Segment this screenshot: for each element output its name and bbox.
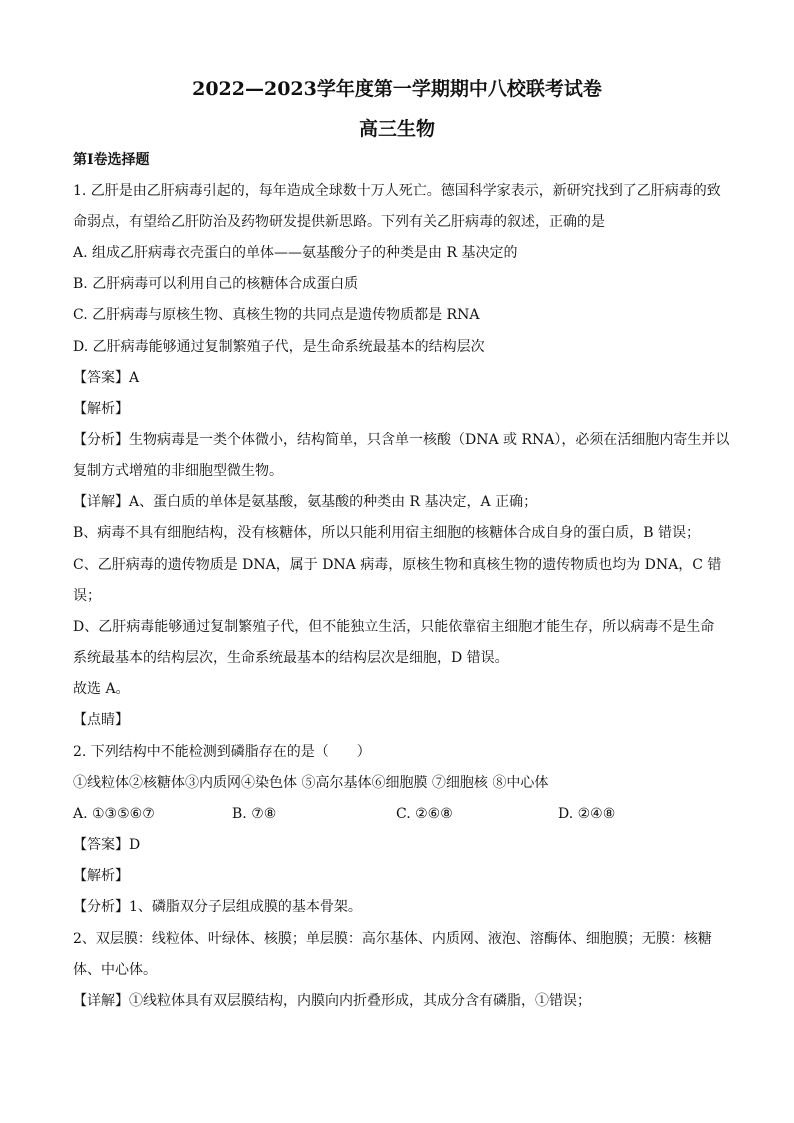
q2-fenxi-1: 【分析】1、磷脂双分子层组成膜的基本骨架。 xyxy=(73,899,362,915)
q1-conclusion: 故选 A。 xyxy=(73,681,130,697)
q1-option-a: A. 组成乙肝病毒衣壳蛋白的单体——氨基酸分子的种类是由 R 基决定的 xyxy=(73,245,518,261)
q1-detail-b: B、病毒不具有细胞结构，没有核糖体，所以只能利用宿主细胞的核糖体合成自身的蛋白质，B 错误； xyxy=(73,525,701,541)
q1-fenxi-line2: 复制方式增殖的非细胞型微生物。 xyxy=(73,463,283,479)
exam-subtitle: 高三生物 xyxy=(358,118,435,140)
q1-fenxi-line1: 【分析】生物病毒是一类个体微小，结构简单，只含单一核酸（DNA 或 RNA），必须在活细胞内寄生并以 xyxy=(73,432,730,448)
q2-fenxi-2-line1: 2、双层膜：线粒体、叶绿体、核膜；单层膜：高尔基体、内质网、液泡、溶酶体、细胞膜；无膜：核糖 xyxy=(73,931,712,947)
q1-dianjing: 【点睛】 xyxy=(73,712,129,728)
exam-title: 2022—2023学年度第一学期期中八校联考试卷 xyxy=(192,78,602,100)
q2-fenxi-2-line2: 体、中心体。 xyxy=(73,962,157,978)
q1-detail-c-line1: C、乙肝病毒的遗传物质是 DNA，属于 DNA 病毒，原核生物和真核生物的遗传物质也均为 DNA，C 错 xyxy=(73,557,722,573)
q1-option-b: B. 乙肝病毒可以利用自己的核糖体合成蛋白质 xyxy=(73,276,359,292)
q1-option-c: C. 乙肝病毒与原核生物、真核生物的共同点是遗传物质都是 RNA xyxy=(73,307,480,323)
q2-detail-1: 【详解】①线粒体具有双层膜结构，内膜向内折叠形成，其成分含有磷脂，①错误； xyxy=(73,993,591,1009)
q2-option-b: B. ⑦⑧ xyxy=(232,806,277,822)
section-heading: 第I卷选择题 xyxy=(73,152,150,168)
q1-detail-a: 【详解】A、蛋白质的单体是氨基酸，氨基酸的种类由 R 基决定，A 正确； xyxy=(73,494,538,510)
q2-answer: 【答案】D xyxy=(73,837,141,853)
q1-detail-d-line1: D、乙肝病毒能够通过复制繁殖子代，但不能独立生活，只能依靠宿主细胞才能生存，所以病毒不是生命 xyxy=(73,619,715,635)
q2-option-a: A. ①③⑤⑥⑦ xyxy=(73,806,155,822)
q2-analysis-label: 【解析】 xyxy=(73,868,129,884)
q1-detail-c-line2: 误； xyxy=(73,588,101,604)
q2-option-c: C. ②⑥⑧ xyxy=(396,806,453,822)
q1-option-d: D. 乙肝病毒能够通过复制繁殖子代，是生命系统最基本的结构层次 xyxy=(73,339,485,355)
q1-detail-d-line2: 系统最基本的结构层次，生命系统最基本的结构层次是细胞，D 错误。 xyxy=(73,650,509,666)
q1-answer: 【答案】A xyxy=(73,370,140,386)
q2-option-d: D. ②④⑧ xyxy=(558,806,616,822)
q1-analysis-label: 【解析】 xyxy=(73,401,129,417)
q2-items: ①线粒体②核糖体③内质网④染色体 ⑤高尔基体⑥细胞膜 ⑦细胞核 ⑧中心体 xyxy=(73,775,549,791)
q1-stem-line1: 1. 乙肝是由乙肝病毒引起的，每年造成全球数十万人死亡。德国科学家表示，新研究找到了乙肝病毒的致 xyxy=(73,183,721,199)
q1-stem-line2: 命弱点，有望给乙肝防治及药物研发提供新思路。下列有关乙肝病毒的叙述，正确的是 xyxy=(73,214,605,230)
q2-stem: 2. 下列结构中不能检测到磷脂存在的是（ ） xyxy=(73,744,371,760)
